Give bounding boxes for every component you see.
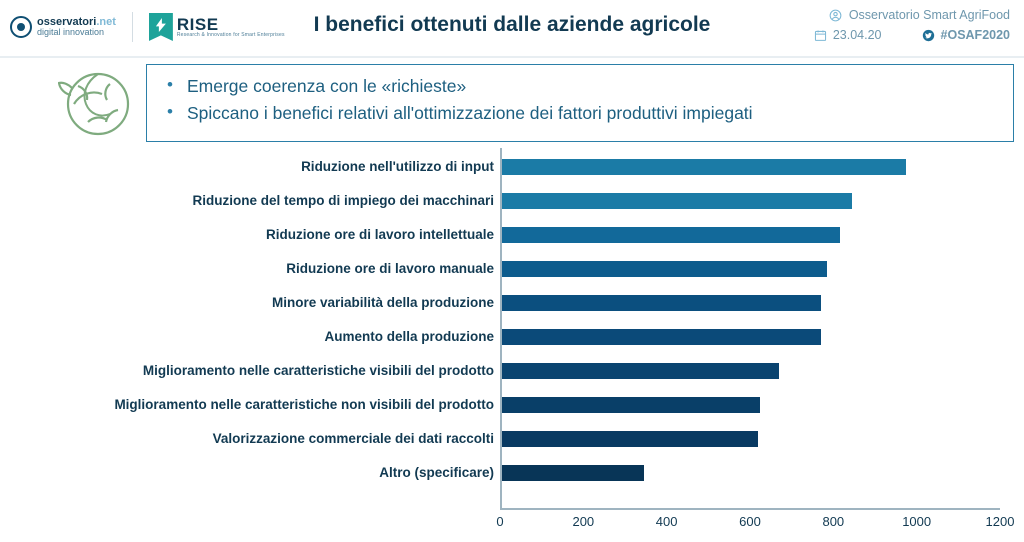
bar-category-label: Riduzione nell'utilizzo di input bbox=[301, 159, 494, 174]
callout-bullet-1: • Emerge coerenza con le «richieste» bbox=[165, 73, 1013, 100]
x-tick-label: 800 bbox=[822, 514, 845, 529]
date-label: 23.04.20 bbox=[832, 28, 882, 42]
bar bbox=[502, 363, 779, 379]
bar-category-label: Miglioramento nelle caratteristiche visibili del prodotto bbox=[142, 363, 494, 378]
bar bbox=[502, 227, 840, 243]
date-item bbox=[814, 28, 882, 42]
slide-header bbox=[0, 0, 1024, 58]
bar bbox=[502, 261, 827, 277]
page-title: I benefici ottenuti dalle aziende agricole bbox=[313, 13, 711, 36]
plot-area bbox=[114, 148, 1015, 529]
hashtag-item bbox=[922, 28, 1010, 42]
hashtag-label: #OSAF2020 bbox=[940, 28, 1010, 42]
bar bbox=[502, 397, 760, 413]
bar bbox=[502, 329, 821, 345]
bar-row bbox=[192, 184, 1000, 218]
callout-bullet-2: • Spiccano i benefici relativi all'ottimizzazione dei fattori produttivi impiegati bbox=[165, 100, 1013, 127]
bar-category-label: Minore variabilità della produzione bbox=[271, 295, 494, 310]
osservatori-logo-subtext: digital innovation bbox=[37, 27, 105, 38]
bar-row bbox=[212, 422, 1000, 456]
bar-row bbox=[301, 150, 1000, 184]
bar-category-label: Altro (specificare) bbox=[379, 465, 494, 480]
bar bbox=[502, 193, 852, 209]
twitter-icon bbox=[922, 29, 935, 42]
bar-row bbox=[114, 388, 1000, 422]
bar bbox=[502, 465, 644, 481]
bar-row bbox=[265, 218, 1000, 252]
account-circle-icon bbox=[829, 9, 842, 22]
bar-row bbox=[324, 320, 1000, 354]
bar-category-label: Aumento della produzione bbox=[324, 329, 494, 344]
bar-row bbox=[286, 252, 1000, 286]
x-tick-label: 0 bbox=[496, 514, 504, 529]
bar-row bbox=[271, 286, 1000, 320]
bar-category-label: Riduzione ore di lavoro manuale bbox=[286, 261, 494, 276]
x-axis-line bbox=[500, 508, 1000, 510]
rise-logo-text: RISE bbox=[176, 14, 219, 34]
bar-category-label: Riduzione ore di lavoro intellettuale bbox=[265, 227, 494, 242]
bar-row bbox=[379, 456, 1000, 490]
x-tick-label: 1000 bbox=[902, 514, 932, 529]
bar-category-label: Miglioramento nelle caratteristiche non visibili del prodotto bbox=[114, 397, 494, 412]
header-meta bbox=[814, 8, 1010, 42]
x-tick-label: 1200 bbox=[985, 514, 1015, 529]
bar-chart bbox=[0, 148, 1024, 542]
bar bbox=[502, 431, 758, 447]
bar-category-label: Valorizzazione commerciale dei dati raccolti bbox=[212, 431, 494, 446]
x-tick-label: 400 bbox=[655, 514, 678, 529]
callout-list bbox=[165, 73, 1013, 127]
x-tick-label: 600 bbox=[739, 514, 761, 529]
rise-logo-subtext: Research & Innovation for Smart Enterprises bbox=[176, 31, 285, 38]
account-label: Osservatorio Smart AgriFood bbox=[848, 8, 1010, 22]
callout-box bbox=[146, 64, 1014, 142]
bar-row bbox=[142, 354, 1000, 388]
bar bbox=[502, 159, 906, 175]
bar bbox=[502, 295, 821, 311]
leaf-globe-icon bbox=[58, 66, 134, 140]
bar-category-label: Riduzione del tempo di impiego dei macchinari bbox=[192, 193, 494, 208]
calendar-icon bbox=[814, 29, 827, 42]
x-tick-label: 200 bbox=[572, 514, 595, 529]
osservatori-logo-text: osservatori.net bbox=[37, 15, 116, 28]
